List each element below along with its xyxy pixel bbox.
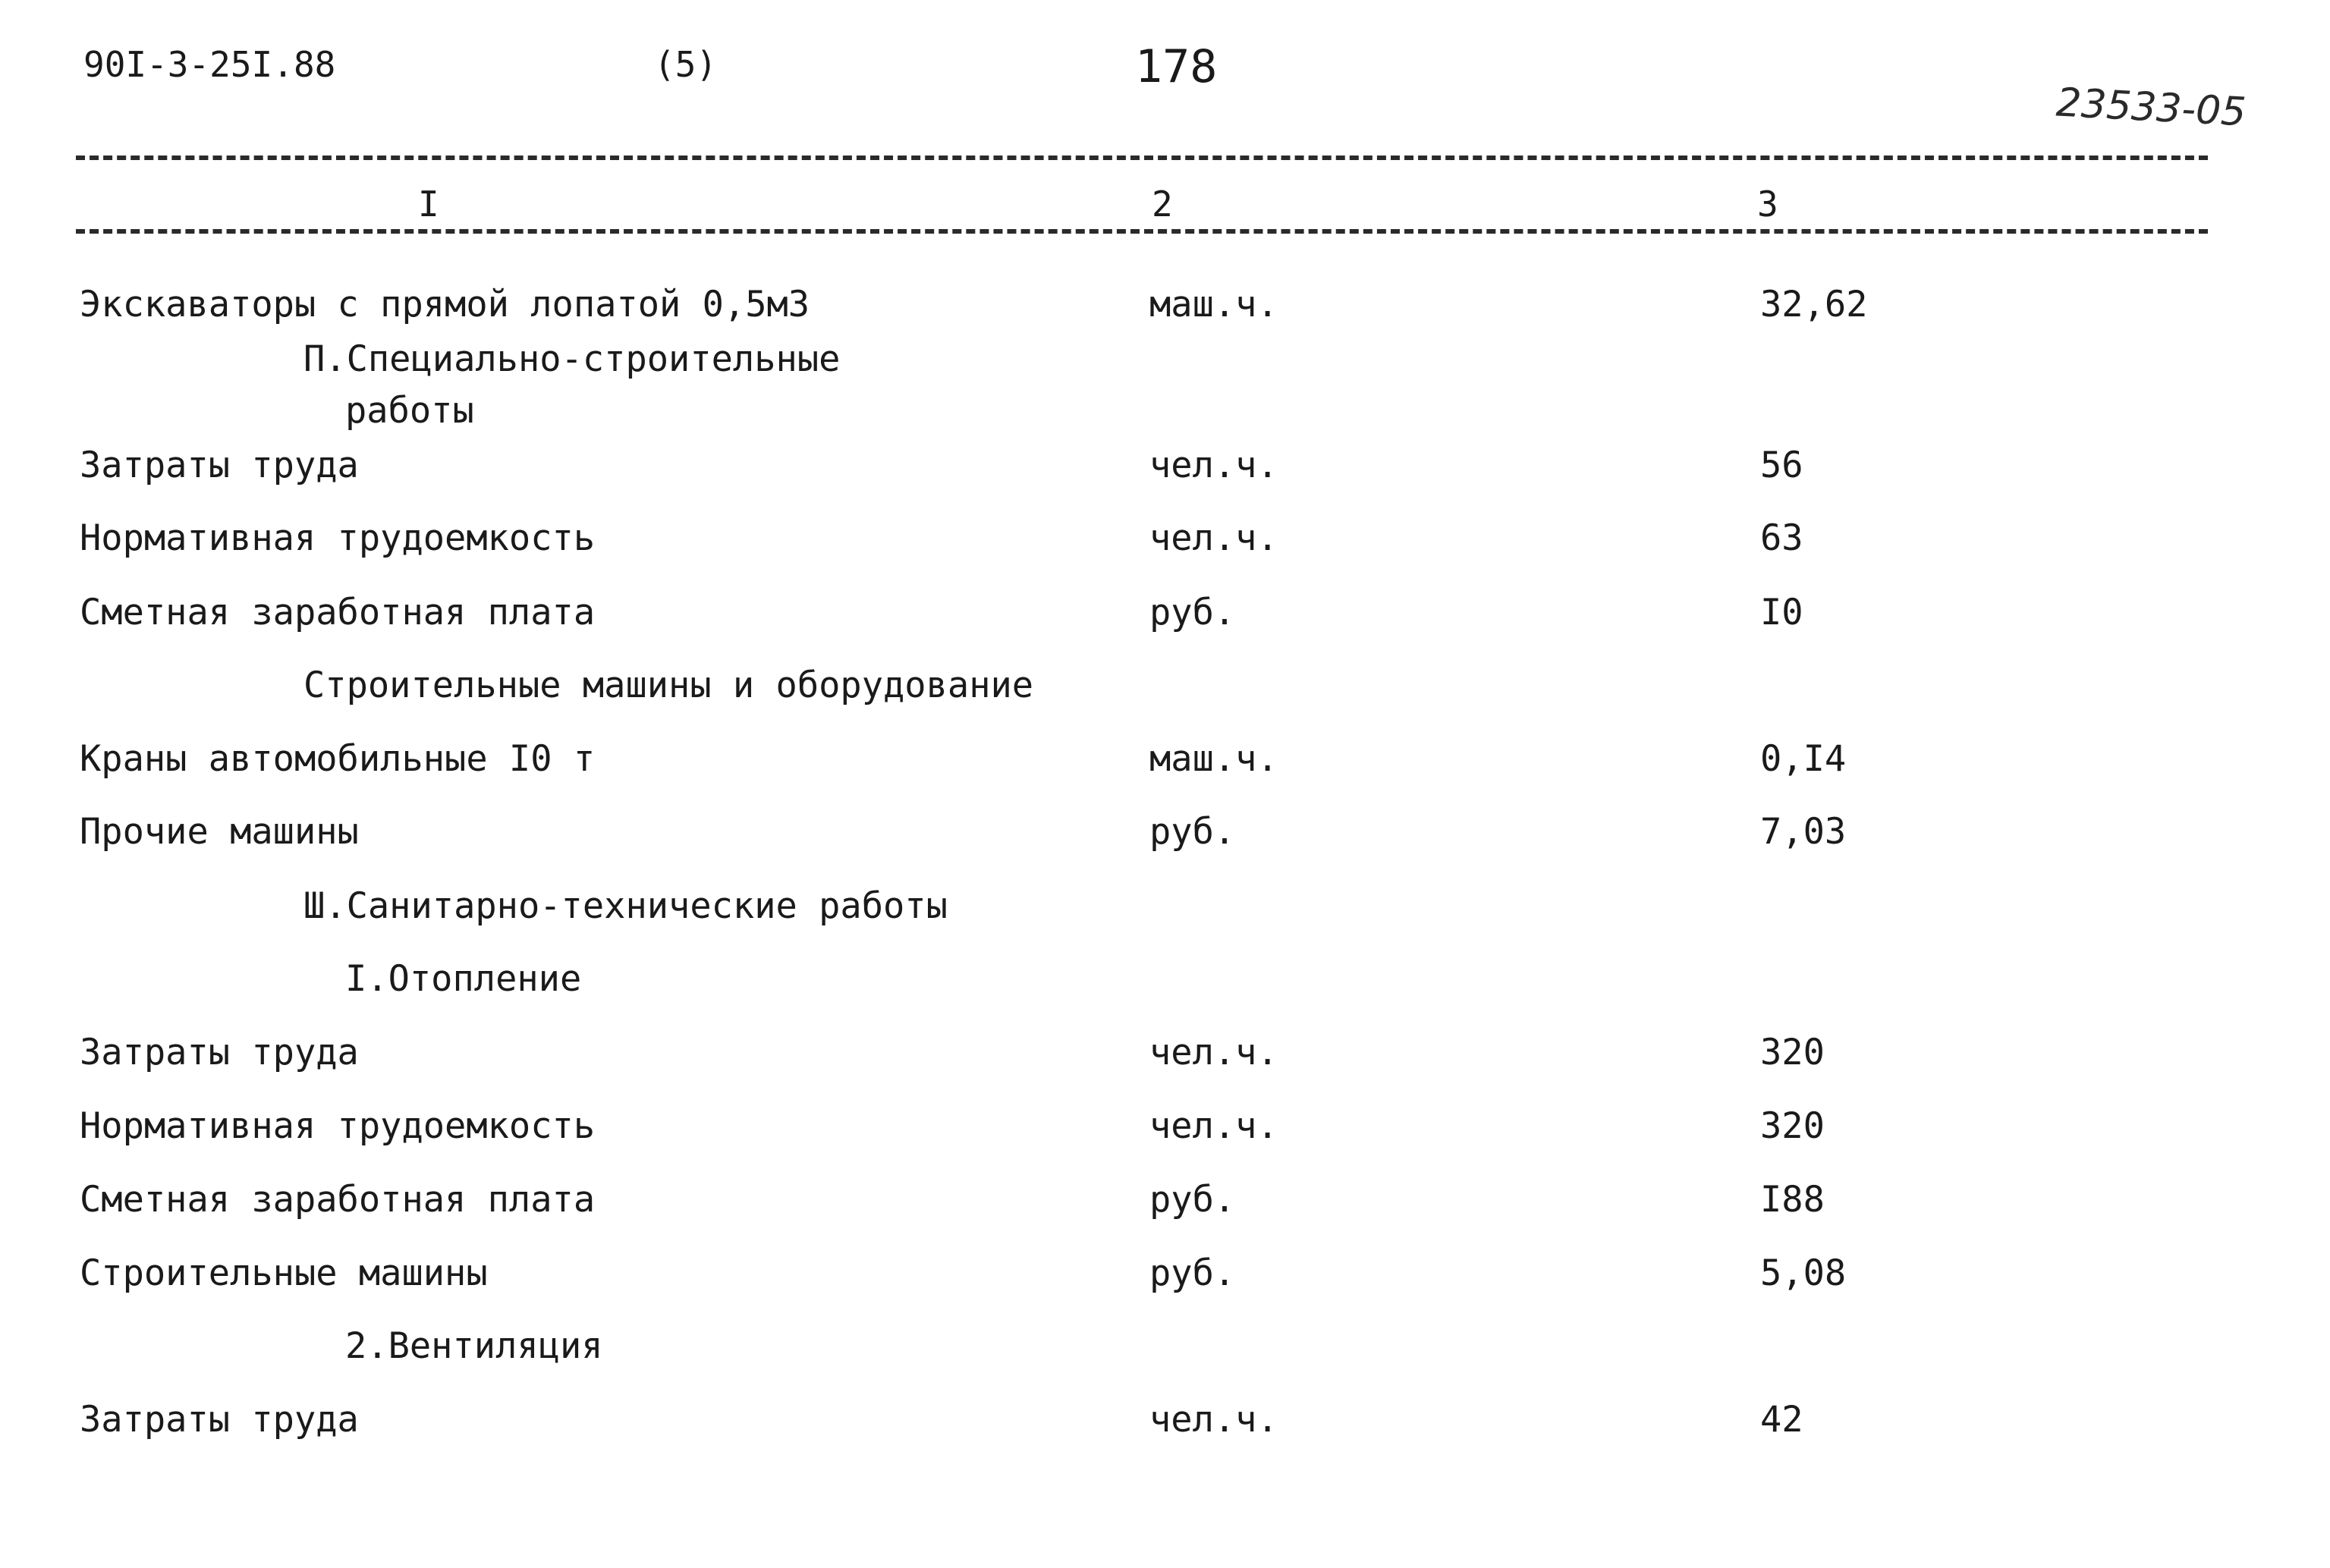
- item-unit: руб.: [1149, 592, 1236, 633]
- item-value: 42: [1760, 1399, 1803, 1441]
- section-heading-row: [0, 338, 2330, 387]
- item-unit: чел.ч.: [1149, 1032, 1278, 1073]
- table-row: [0, 445, 2330, 493]
- section-heading-row: [0, 390, 2330, 438]
- item-unit: чел.ч.: [1149, 517, 1278, 559]
- table-header-rule: [76, 229, 2208, 234]
- item-name: Затраты труда: [80, 1399, 359, 1441]
- page-number: 178: [1135, 40, 1218, 93]
- item-name: Затраты труда: [80, 1032, 359, 1073]
- document-code: 90I-3-25I.88: [83, 44, 336, 85]
- table-row: [0, 1032, 2330, 1080]
- item-name: Сметная заработная плата: [80, 592, 596, 633]
- item-name: Нормативная трудоемкость: [80, 517, 596, 559]
- item-value: 63: [1760, 517, 1803, 559]
- item-value: 7,03: [1760, 811, 1847, 853]
- item-unit: руб.: [1149, 1252, 1236, 1294]
- item-name: Экскаваторы с прямой лопатой 0,5м3: [80, 284, 810, 325]
- column-number-1: I: [413, 187, 444, 222]
- item-value: 0,I4: [1760, 738, 1847, 780]
- table-row: [0, 1179, 2330, 1227]
- item-unit: руб.: [1149, 1179, 1236, 1221]
- item-value: 32,62: [1760, 284, 1868, 325]
- item-name: Строительные машины: [80, 1252, 488, 1294]
- table-row: [0, 1252, 2330, 1301]
- item-unit: чел.ч.: [1149, 445, 1278, 486]
- item-unit: чел.ч.: [1149, 1399, 1278, 1441]
- item-value: 320: [1760, 1032, 1825, 1073]
- section-heading-row: [0, 885, 2330, 934]
- table-row: [0, 284, 2330, 332]
- item-unit: маш.ч.: [1149, 738, 1278, 780]
- section-heading-row: [0, 665, 2330, 713]
- section-heading: 2.Вентиляция: [345, 1325, 603, 1367]
- item-name: Нормативная трудоемкость: [80, 1105, 596, 1147]
- item-unit: маш.ч.: [1149, 284, 1278, 325]
- table-top-rule: [76, 156, 2208, 160]
- section-heading: работы: [345, 390, 474, 432]
- table-row: [0, 517, 2330, 566]
- item-name: Сметная заработная плата: [80, 1179, 596, 1221]
- item-name: Прочие машины: [80, 811, 359, 853]
- item-value: 5,08: [1760, 1252, 1847, 1294]
- table-row: [0, 811, 2330, 859]
- item-value: 56: [1760, 445, 1803, 486]
- sheet-number: (5): [654, 44, 718, 85]
- table-row: [0, 1399, 2330, 1447]
- item-value: I88: [1760, 1179, 1825, 1221]
- table-row: [0, 592, 2330, 640]
- section-heading: Ш.Санитарно-технические работы: [303, 885, 948, 927]
- item-unit: руб.: [1149, 811, 1236, 853]
- item-value: I0: [1760, 592, 1803, 633]
- table-row: [0, 738, 2330, 787]
- section-heading-row: [0, 958, 2330, 1007]
- column-number-2: 2: [1147, 187, 1178, 222]
- item-value: 320: [1760, 1105, 1825, 1147]
- item-name: Затраты труда: [80, 445, 359, 486]
- section-heading: Строительные машины и оборудование: [303, 665, 1034, 706]
- item-name: Краны автомобильные I0 т: [80, 738, 596, 780]
- section-heading: П.Специально-строительные: [303, 338, 841, 380]
- handwritten-inventory-number: 23533-05: [2055, 80, 2247, 136]
- section-heading: I.Отопление: [345, 958, 582, 1000]
- section-heading-row: [0, 1325, 2330, 1374]
- item-unit: чел.ч.: [1149, 1105, 1278, 1147]
- table-row: [0, 1105, 2330, 1154]
- column-number-3: 3: [1753, 187, 1783, 222]
